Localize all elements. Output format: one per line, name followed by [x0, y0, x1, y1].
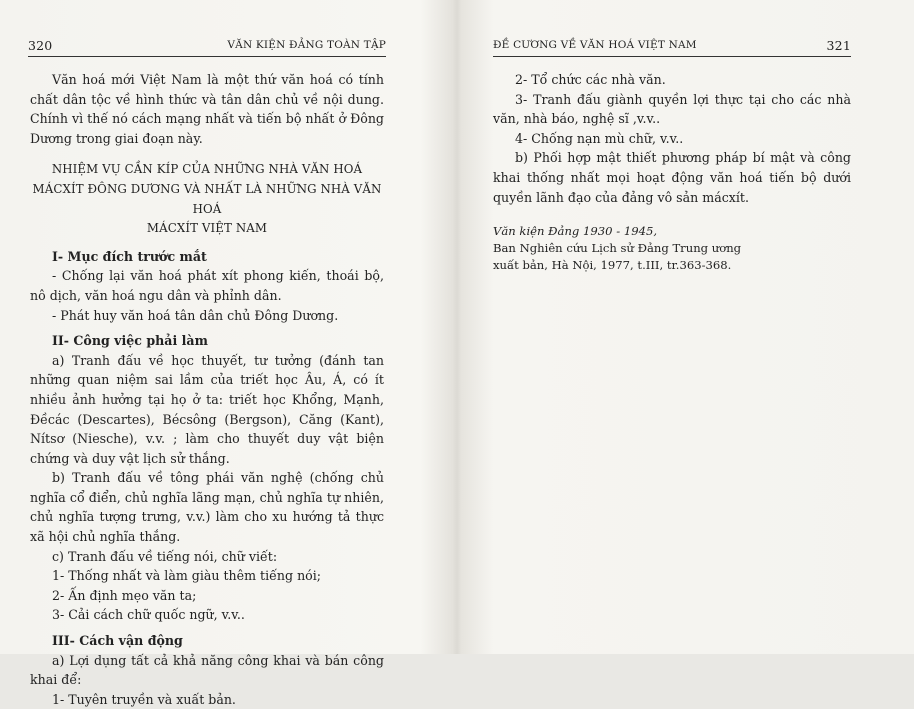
section-2-b: b) Tranh đấu về tông phái văn nghệ (chống chủ nghĩa cổ điển, chủ nghĩa lãng mạn, chủ nghĩa tự nhiên, chủ nghĩa tượng trưng, v.v.) làm cho xu hướng tả thực xã hội chủ nghĩa thắng.	[30, 470, 384, 545]
heading-line: NHIỆM VỤ CẦN KÍP CỦA NHỮNG NHÀ VĂN HOÁ	[51, 162, 363, 177]
page-number-right: 321	[826, 38, 851, 53]
section-3-item: 1- Tuyên truyền và xuất bản.	[52, 691, 236, 707]
citation-line: xuất bản, Hà Nội, 1977, t.III, tr.363-368.	[493, 258, 732, 273]
list-item: 3- Tranh đấu giành quyền lợi thực tại cho các nhà văn, nhà báo, nghệ sĩ ,v.v..	[493, 91, 851, 127]
left-page	[0, 0, 457, 707]
paragraph-b: b) Phối hợp mật thiết phương pháp bí mật và công khai thống nhất mọi hoạt động văn hoá tiến bộ dưới quyền lãnh đạo của đảng vô sản mácxít.	[493, 150, 851, 205]
left-page-header	[28, 34, 386, 57]
right-page	[457, 0, 914, 654]
section-2-c-item: 3- Cải cách chữ quốc ngữ, v.v..	[52, 607, 245, 623]
section-3-a: a) Lợi dụng tất cả khả năng công khai và bán công khai để:	[30, 652, 384, 688]
section-heading	[30, 160, 384, 238]
list-item: 2- Tổ chức các nhà văn.	[515, 72, 666, 87]
citation-line: Ban Nghiên cứu Lịch sử Đảng Trung ương	[493, 241, 742, 256]
section-2-a: a) Tranh đấu về học thuyết, tư tưởng (đánh tan những quan niệm sai lầm của triết học Âu, Á, có ít nhiều ảnh hưởng tại họ ở ta: triết học Khổng, Mạnh, Đềcác (Descartes), Bécsông (Bergson), Căng (Kant), Nítsơ (Niesche), v.v. ; làm cho thuyết duy vật biện chứng và duy vật lịch sử thắng.	[30, 352, 384, 466]
section-2-c: c) Tranh đấu về tiếng nói, chữ viết:	[52, 548, 278, 564]
right-page-header	[493, 34, 851, 57]
left-page-body	[30, 70, 384, 709]
list-item: 4- Chống nạn mù chữ, v.v..	[515, 130, 684, 146]
heading-line: MÁCXÍT ĐÔNG DƯƠNG VÀ NHẤT LÀ NHỮNG NHÀ VĂN HOÁ	[32, 181, 382, 216]
page-number-left: 320	[28, 38, 53, 53]
running-title-left: VĂN KIỆN ĐẢNG TOÀN TẬP	[227, 39, 386, 51]
section-1-item: - Phát huy văn hoá tân dân chủ Đông Dương.	[52, 307, 339, 323]
section-2-c-item: 2- Ấn định mẹo văn ta;	[52, 587, 197, 603]
section-3-title: III- Cách vận động	[52, 633, 183, 649]
section-1-title: I- Mục đích trước mắt	[52, 248, 207, 264]
running-title-right: ĐỀ CƯƠNG VỀ VĂN HOÁ VIỆT NAM	[493, 39, 697, 51]
intro-paragraph: Văn hoá mới Việt Nam là một thứ văn hoá có tính chất dân tộc về hình thức và tân dân chủ về nội dung. Chính vì thế nó cách mạng nhất và tiến bộ nhất ở Đông Dương trong giai đoạn này.	[30, 72, 384, 146]
section-2-c-item: 1- Thống nhất và làm giàu thêm tiếng nói;	[52, 568, 322, 584]
section-1-item: - Chống lại văn hoá phát xít phong kiến, thoái bộ, nô dịch, văn hoá ngu dân và phỉnh dân.	[30, 268, 384, 303]
heading-line: MÁCXÍT VIỆT NAM	[146, 221, 268, 236]
section-2-title: II- Công việc phải làm	[52, 333, 208, 349]
right-page-body	[493, 70, 851, 274]
citation-title: Văn kiện Đảng 1930 - 1945,	[493, 224, 658, 239]
